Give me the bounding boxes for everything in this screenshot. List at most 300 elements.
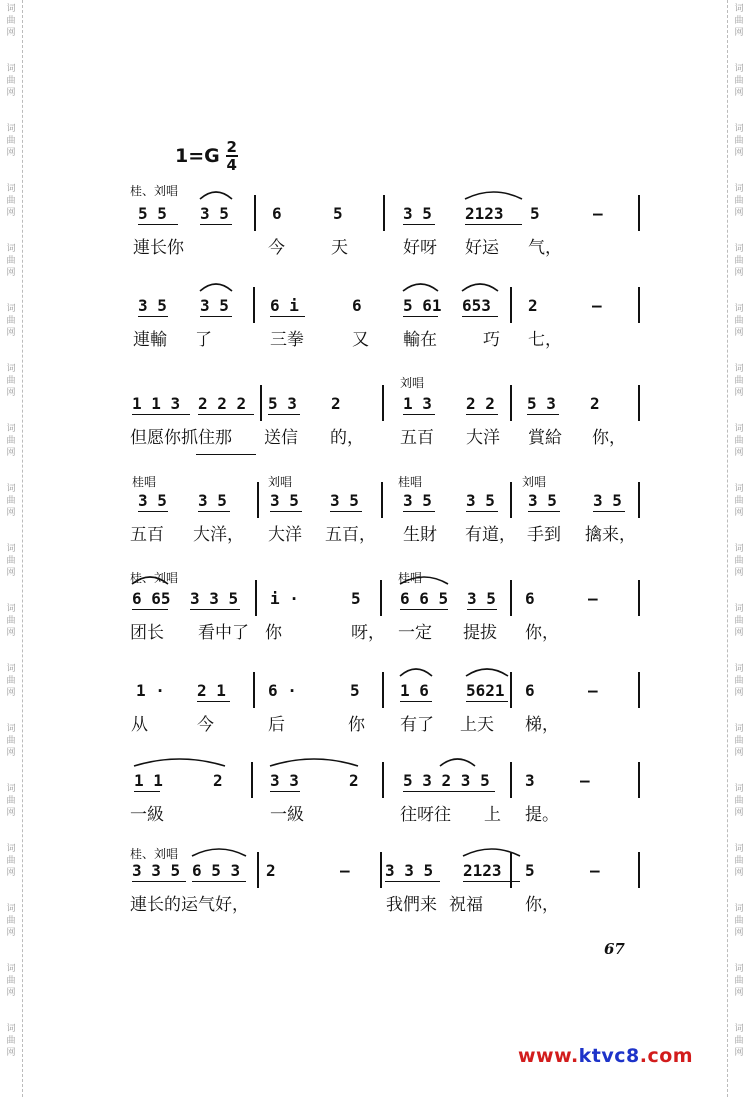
note-group: 5 — [350, 681, 360, 700]
note-underline — [138, 511, 168, 512]
site-suffix: .com — [639, 1045, 694, 1067]
note-underline — [190, 609, 240, 610]
watermark-glyph: 网 — [6, 28, 16, 38]
note-underline — [385, 881, 440, 882]
slur-arc — [465, 192, 522, 199]
bar-line — [638, 287, 640, 323]
bar-line — [380, 852, 382, 888]
note-group: 2 1 — [197, 681, 226, 700]
watermark-glyph: 词 — [6, 304, 16, 314]
note-group: 6 5 3 — [192, 861, 241, 880]
lyric-text: 生財 — [403, 525, 437, 545]
key-label: 1=G — [175, 145, 220, 167]
lyric-text: 一級 — [270, 805, 304, 825]
watermark-glyph: 网 — [734, 268, 744, 278]
note-group: 3 3 5 — [385, 861, 434, 880]
lyric-text: 送信 — [264, 428, 298, 448]
note-underline — [200, 224, 232, 225]
note-group: 1 6 — [400, 681, 429, 700]
bar-line — [510, 385, 512, 421]
lyric-text: 有道， — [465, 525, 516, 545]
bar-line — [510, 287, 512, 323]
note-group: 2 — [528, 296, 538, 315]
note-underline — [138, 316, 168, 317]
bar-line — [638, 852, 640, 888]
watermark-glyph: 曲 — [734, 136, 744, 146]
note-underline — [138, 224, 178, 225]
bar-line — [382, 385, 384, 421]
note-group: 1 · — [136, 681, 165, 700]
watermark-glyph: 词 — [6, 484, 16, 494]
watermark-glyph: 曲 — [734, 496, 744, 506]
note-group: 6 · — [268, 681, 297, 700]
note-group: 5 — [351, 589, 361, 608]
watermark-glyph: 曲 — [6, 856, 16, 866]
bar-line — [383, 195, 385, 231]
watermark-glyph: 词 — [6, 64, 16, 74]
lyric-text: 你 — [265, 623, 282, 643]
watermark-glyph: 词 — [6, 364, 16, 374]
note-group: 3 5 — [270, 491, 299, 510]
slur-arc — [462, 284, 498, 291]
bar-line — [255, 580, 257, 616]
bar-line — [638, 762, 640, 798]
note-group: – — [592, 296, 602, 315]
bar-line — [253, 287, 255, 323]
note-underline — [268, 414, 300, 415]
watermark-glyph: 曲 — [6, 556, 16, 566]
bar-line — [510, 852, 512, 888]
note-group: 5 3 — [527, 394, 556, 413]
note-group: 3 5 — [200, 296, 229, 315]
watermark-glyph: 词 — [734, 904, 744, 914]
slur-arc — [466, 669, 508, 676]
lyric-text: 五百 — [130, 525, 164, 545]
watermark-glyph: 网 — [734, 328, 744, 338]
lyric-text: 的， — [330, 428, 364, 448]
note-group: 6 — [525, 681, 535, 700]
note-underline — [270, 511, 302, 512]
singer-label: 桂唱 — [132, 475, 157, 489]
lyric-text: 但愿你抓住那 — [130, 428, 232, 448]
watermark-glyph: 网 — [6, 1048, 16, 1058]
lyric-text: 从 — [131, 715, 148, 735]
watermark-glyph: 曲 — [6, 616, 16, 626]
note-group: – — [588, 589, 598, 608]
watermark-glyph: 网 — [6, 748, 16, 758]
note-underline — [465, 224, 522, 225]
watermark-glyph: 网 — [734, 508, 744, 518]
note-group: 3 5 — [330, 491, 359, 510]
bar-line — [638, 482, 640, 518]
watermark-glyph: 曲 — [734, 976, 744, 986]
watermark-glyph: 词 — [734, 604, 744, 614]
note-group: 3 5 — [198, 491, 227, 510]
lyric-text: 梯， — [525, 715, 559, 735]
watermark-glyph: 网 — [6, 448, 16, 458]
note-group: – — [593, 204, 603, 223]
note-underline — [403, 224, 435, 225]
watermark-glyph: 网 — [6, 388, 16, 398]
lyric-text: 看中了 — [198, 623, 249, 643]
watermark-glyph: 网 — [6, 988, 16, 998]
lyric-text: 你 — [348, 715, 365, 735]
note-group: 3 5 — [466, 491, 495, 510]
lyric-text: 呀， — [351, 623, 385, 643]
note-underline — [400, 609, 448, 610]
lyric-text: 有了 — [400, 715, 434, 735]
lyric-text: 又 — [352, 330, 369, 350]
note-group: 3 5 — [593, 491, 622, 510]
site-prefix: www. — [518, 1045, 579, 1067]
watermark-glyph: 曲 — [6, 376, 16, 386]
watermark-glyph: 网 — [6, 868, 16, 878]
note-underline — [467, 609, 497, 610]
watermark-glyph: 曲 — [734, 1036, 744, 1046]
note-group: 2123 — [463, 861, 502, 880]
note-underline — [198, 414, 254, 415]
bar-line — [510, 762, 512, 798]
watermark-glyph: 网 — [734, 1048, 744, 1058]
lyric-text: 大洋 — [268, 525, 302, 545]
note-group: 6 — [272, 204, 282, 223]
note-group: 5 61 — [403, 296, 442, 315]
lyric-text: 我們来 — [386, 895, 437, 915]
note-group: – — [590, 861, 600, 880]
note-group: – — [588, 681, 598, 700]
lyric-text: 往呀往 — [400, 805, 451, 825]
singer-label: 桂唱 — [398, 571, 423, 585]
watermark-glyph: 网 — [734, 988, 744, 998]
bar-line — [638, 195, 640, 231]
lyric-text: 大洋 — [466, 428, 500, 448]
note-underline — [462, 316, 498, 317]
note-group: 5 — [333, 204, 343, 223]
lyric-text: 巧 — [483, 330, 500, 350]
bar-line — [638, 385, 640, 421]
watermark-glyph: 词 — [6, 844, 16, 854]
note-group: 5 3 — [268, 394, 297, 413]
note-underline — [132, 881, 186, 882]
note-underline — [132, 414, 190, 415]
watermark-glyph: 词 — [734, 364, 744, 374]
watermark-glyph: 网 — [734, 928, 744, 938]
note-underline — [403, 791, 495, 792]
bar-line — [510, 482, 512, 518]
singer-label: 刘唱 — [522, 475, 547, 489]
page-number: 67 — [604, 940, 625, 958]
bar-line — [381, 482, 383, 518]
watermark-glyph: 网 — [734, 28, 744, 38]
watermark-glyph: 词 — [734, 184, 744, 194]
note-group: – — [580, 771, 590, 790]
note-group: 3 5 — [528, 491, 557, 510]
watermark-glyph: 词 — [6, 244, 16, 254]
slur-arc — [192, 849, 246, 856]
bar-line — [380, 580, 382, 616]
bar-line — [254, 195, 256, 231]
lyric-text: 連輸 — [133, 330, 167, 350]
watermark-glyph: 曲 — [734, 256, 744, 266]
watermark-glyph: 网 — [6, 568, 16, 578]
note-underline — [134, 791, 160, 792]
note-underline — [192, 881, 246, 882]
watermark-glyph: 词 — [734, 664, 744, 674]
lyric-text: 提拔 — [463, 623, 497, 643]
watermark-glyph: 网 — [6, 628, 16, 638]
lyric-text: 連长你 — [133, 238, 184, 258]
note-group: 2 — [331, 394, 341, 413]
watermark-glyph: 词 — [734, 304, 744, 314]
note-group: 2 2 — [466, 394, 495, 413]
watermark-glyph: 词 — [6, 664, 16, 674]
note-underline — [330, 511, 362, 512]
lyric-text: 你， — [525, 623, 559, 643]
lyric-text: 一定 — [398, 623, 432, 643]
watermark-glyph: 词 — [734, 124, 744, 134]
singer-label: 桂、刘唱 — [130, 184, 179, 198]
lyric-text: 你， — [525, 895, 559, 915]
bar-line — [382, 762, 384, 798]
watermark-glyph: 曲 — [6, 196, 16, 206]
watermark-glyph: 曲 — [734, 376, 744, 386]
watermark-glyph: 词 — [734, 784, 744, 794]
note-underline — [132, 609, 168, 610]
bar-line — [251, 762, 253, 798]
lyric-text: 团长 — [130, 623, 164, 643]
note-group: 6 i — [270, 296, 299, 315]
slur-arc — [440, 759, 475, 766]
watermark-glyph: 网 — [6, 268, 16, 278]
note-group: 1 1 — [134, 771, 163, 790]
note-group: 2123 — [465, 204, 504, 223]
note-group: 6 6 5 — [400, 589, 449, 608]
watermark-glyph: 曲 — [734, 16, 744, 26]
note-underline — [527, 414, 559, 415]
bar-line — [638, 580, 640, 616]
note-group: 6 65 — [132, 589, 171, 608]
bar-line — [382, 672, 384, 708]
lyric-text: 祝福 — [449, 895, 483, 915]
lyric-text: 大洋， — [193, 525, 244, 545]
watermark-glyph: 词 — [734, 4, 744, 14]
note-group: 3 5 — [138, 491, 167, 510]
singer-label: 刘唱 — [400, 376, 425, 390]
slur-arc — [270, 759, 358, 766]
lyric-text: 五百， — [325, 525, 376, 545]
singer-label: 桂、刘唱 — [130, 847, 179, 861]
watermark-glyph: 曲 — [734, 916, 744, 926]
watermark-glyph: 网 — [734, 628, 744, 638]
note-group: 6 — [352, 296, 362, 315]
watermark-glyph: 网 — [734, 148, 744, 158]
note-underline — [463, 881, 520, 882]
time-signature — [226, 140, 238, 172]
lyric-text: 連长的运 — [130, 895, 198, 915]
note-underline — [270, 791, 300, 792]
lyric-text: 今 — [268, 238, 285, 258]
slur-arc — [403, 284, 438, 291]
singer-label: 桂唱 — [398, 475, 423, 489]
watermark-glyph: 曲 — [734, 676, 744, 686]
lyric-text: 五百 — [400, 428, 434, 448]
watermark-glyph: 词 — [734, 424, 744, 434]
note-underline — [403, 316, 438, 317]
note-underline — [270, 316, 305, 317]
lyric-text: 手到 — [527, 525, 561, 545]
note-underline — [197, 701, 230, 702]
lyric-text: 后 — [268, 715, 285, 735]
key-signature — [175, 140, 238, 172]
lyric-text: 上 — [484, 805, 501, 825]
slur-arc — [200, 192, 232, 199]
slur-arc — [134, 759, 225, 766]
watermark-glyph: 网 — [6, 148, 16, 158]
lyric-text: 了 — [195, 330, 212, 350]
lyric-text: 七， — [528, 330, 562, 350]
note-group: 2 — [590, 394, 600, 413]
watermark-glyph: 网 — [734, 388, 744, 398]
watermark-glyph: 网 — [734, 448, 744, 458]
watermark-glyph: 网 — [6, 808, 16, 818]
lyric-text: 上天 — [460, 715, 494, 735]
lyric-text: 賞給 — [528, 428, 562, 448]
bar-line — [257, 482, 259, 518]
watermark-glyph: 曲 — [734, 796, 744, 806]
watermark-glyph: 曲 — [734, 316, 744, 326]
watermark-glyph: 曲 — [734, 616, 744, 626]
lyric-text: 好呀 — [403, 238, 437, 258]
watermark-glyph: 词 — [6, 1024, 16, 1034]
watermark-glyph: 词 — [6, 724, 16, 734]
note-group: 5 — [530, 204, 540, 223]
watermark-glyph: 词 — [6, 784, 16, 794]
lyric-text: 提。 — [525, 805, 559, 825]
watermark-glyph: 曲 — [6, 76, 16, 86]
note-group: 3 3 5 — [132, 861, 181, 880]
note-group: 3 — [525, 771, 535, 790]
watermark-glyph: 曲 — [734, 436, 744, 446]
lyric-text: 你， — [592, 428, 626, 448]
watermark-glyph: 词 — [6, 904, 16, 914]
watermark-glyph: 曲 — [734, 76, 744, 86]
watermark-glyph: 词 — [734, 244, 744, 254]
watermark-glyph: 词 — [734, 1024, 744, 1034]
note-underline — [198, 511, 230, 512]
note-group: 2 — [266, 861, 276, 880]
note-group: 3 5 — [467, 589, 496, 608]
watermark-glyph: 曲 — [6, 676, 16, 686]
note-group: 653 — [462, 296, 491, 315]
watermark-glyph: 曲 — [6, 136, 16, 146]
watermark-glyph: 曲 — [6, 256, 16, 266]
note-group: 3 3 5 — [190, 589, 239, 608]
watermark-glyph: 词 — [734, 64, 744, 74]
lyric-text: 气， — [528, 238, 562, 258]
lyric-text: 一級 — [130, 805, 164, 825]
note-group: 2 2 2 — [198, 394, 247, 413]
watermark-glyph: 词 — [6, 604, 16, 614]
watermark-glyph: 网 — [734, 868, 744, 878]
watermark-glyph: 网 — [734, 748, 744, 758]
watermark-glyph: 网 — [734, 688, 744, 698]
watermark-glyph: 词 — [734, 544, 744, 554]
watermark-glyph: 词 — [6, 424, 16, 434]
bar-line — [257, 852, 259, 888]
note-underline — [403, 511, 435, 512]
watermark-glyph: 词 — [6, 184, 16, 194]
time-bottom: 4 — [226, 156, 237, 174]
watermark-glyph: 词 — [6, 4, 16, 14]
note-group: 6 — [525, 589, 535, 608]
watermark-glyph: 曲 — [734, 556, 744, 566]
watermark-glyph: 曲 — [6, 316, 16, 326]
watermark-glyph: 曲 — [734, 196, 744, 206]
watermark-glyph: 曲 — [6, 436, 16, 446]
lyric-text: 擒来， — [585, 525, 636, 545]
note-group: – — [340, 861, 350, 880]
note-underline — [528, 511, 560, 512]
watermark-glyph: 曲 — [6, 736, 16, 746]
note-underline — [466, 511, 498, 512]
watermark-glyph: 网 — [6, 328, 16, 338]
note-underline — [466, 701, 508, 702]
note-group: 5 5 — [138, 204, 167, 223]
watermark-glyph: 词 — [734, 484, 744, 494]
slur-arc — [200, 284, 232, 291]
watermark-glyph: 词 — [6, 544, 16, 554]
lyric-text: 气好， — [198, 895, 249, 915]
note-group: 1 3 — [403, 394, 432, 413]
note-group: 1 1 3 — [132, 394, 181, 413]
note-group: 5621 — [466, 681, 505, 700]
watermark-glyph: 曲 — [6, 796, 16, 806]
watermark-glyph: 词 — [6, 124, 16, 134]
singer-label: 刘唱 — [268, 475, 293, 489]
note-underline — [403, 414, 435, 415]
note-underline — [593, 511, 625, 512]
watermark-glyph: 词 — [734, 724, 744, 734]
bar-line — [510, 580, 512, 616]
site-mid: ktvc8 — [578, 1045, 640, 1067]
watermark-glyph: 曲 — [6, 976, 16, 986]
note-underline — [400, 701, 432, 702]
watermark-glyph: 曲 — [6, 16, 16, 26]
note-group: 2 — [349, 771, 359, 790]
note-group: 2 — [213, 771, 223, 790]
watermark-glyph: 词 — [734, 844, 744, 854]
note-group: 3 5 — [138, 296, 167, 315]
watermark-glyph: 曲 — [6, 496, 16, 506]
bar-line — [260, 385, 262, 421]
note-group: 3 5 — [403, 491, 432, 510]
lyric-text: 三拳 — [270, 330, 304, 350]
singer-label: 桂、刘唱 — [130, 571, 179, 585]
watermark-glyph: 网 — [734, 808, 744, 818]
watermark-glyph: 网 — [734, 88, 744, 98]
note-group: 3 3 — [270, 771, 299, 790]
watermark-glyph: 网 — [6, 928, 16, 938]
bar-line — [510, 672, 512, 708]
note-underline — [466, 414, 498, 415]
watermark-glyph: 曲 — [6, 1036, 16, 1046]
watermark-glyph: 网 — [6, 88, 16, 98]
watermark-glyph: 曲 — [734, 736, 744, 746]
watermark-glyph: 词 — [734, 964, 744, 974]
watermark-glyph: 网 — [734, 568, 744, 578]
watermark-glyph: 网 — [734, 208, 744, 218]
note-group: 5 — [525, 861, 535, 880]
